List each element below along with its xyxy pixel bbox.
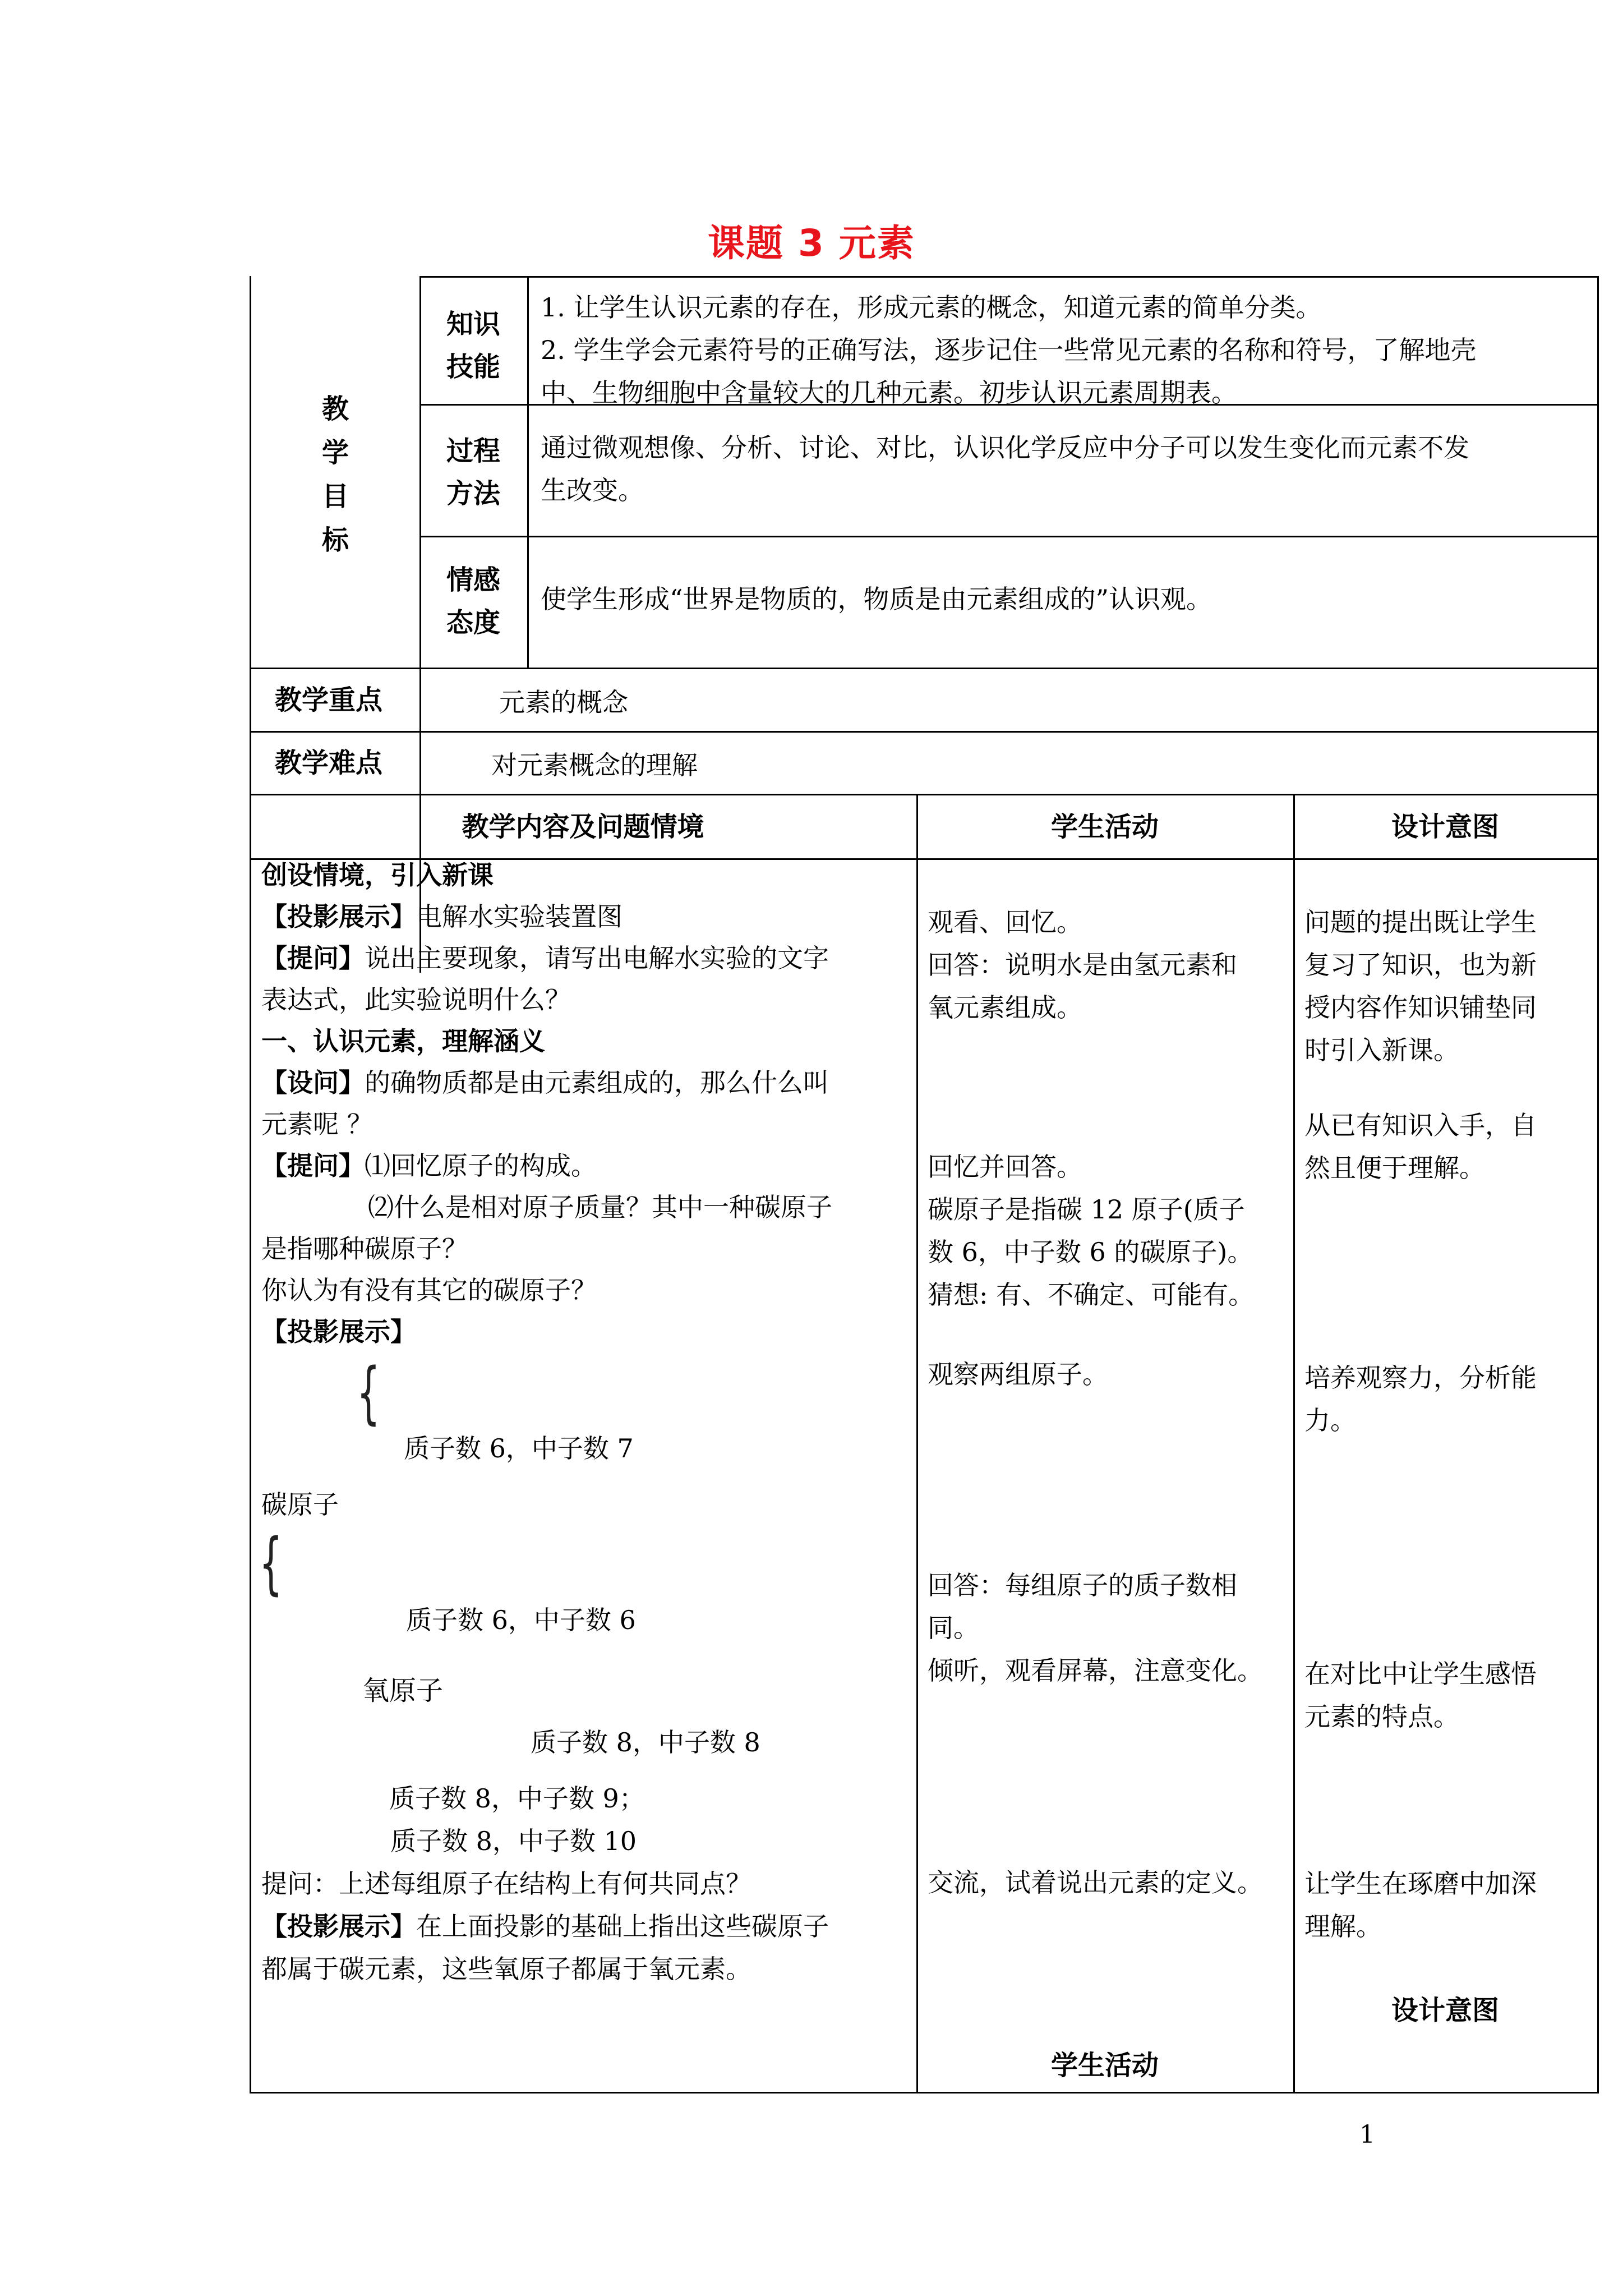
difficulty-value: 对元素概念的理解 [491,750,698,780]
intent-3b: 力。 [1304,1405,1356,1435]
objective-knowledge-line-3: 中、生物细胞中含量较大的几种元素。初步认识元素周期表。 [541,378,1237,408]
objective-process-label-1: 过程 [446,435,501,467]
content-line-question-3: ⑵什么是相对原子质量？其中一种碳原子 [368,1192,832,1222]
intent-5b: 理解。 [1304,1911,1382,1941]
key-point-value: 元素的概念 [499,687,628,717]
objectives-label-char: 目 [321,481,349,512]
text: 在上面投影的基础上指出这些碳原子 [416,1911,829,1941]
activity-5: 观察两组原子。 [928,1359,1108,1389]
intent-footer: 设计意图 [1391,1995,1499,2026]
objective-knowledge-label-2: 技能 [446,351,501,383]
oxygen-isotope-c: 质子数 8，中子数 10 [390,1826,637,1856]
carbon-atom-label: 碳原子 [261,1489,339,1520]
intent-1d: 时引入新课。 [1304,1035,1459,1065]
activity-3: 回忆并回答。 [928,1152,1082,1182]
brace-icon: { [259,1525,283,1603]
objectives-label-char: 学 [321,437,349,468]
content-line-projection-2 [261,1310,416,1353]
section-title-intro: 创设情境，引入新课 [261,860,494,890]
brace-icon: { [357,1354,380,1432]
oxygen-atom-label: 氧原子 [362,1675,444,1706]
intent-1: 问题的提出既让学生 [1304,907,1537,937]
content-line-ask [261,1061,829,1104]
intent-1b: 复习了知识，也为新 [1304,950,1537,980]
header-content: 教学内容及问题情境 [462,811,704,843]
text: 说出主要现象，请写出电解水实验的文字 [365,943,829,973]
activity-7: 倾听，观看屏幕，注意变化。 [928,1655,1263,1686]
intent-2: 从已有知识入手，自 [1304,1110,1537,1140]
tag: 【投影展示】 [261,901,416,932]
text: 电解水实验装置图 [416,901,623,932]
content-line-ask-b: 元素呢 ？ [261,1109,373,1139]
activity-2: 回答：说明水是由氢元素和 [928,950,1237,980]
header-activity: 学生活动 [1050,811,1159,843]
text: ⑴回忆原子的构成。 [365,1151,597,1181]
objectives-label-char: 教 [321,393,349,425]
objective-process-line-2: 生改变。 [541,475,644,505]
carbon-isotope-b: 质子数 6，中子数 6 [406,1605,636,1635]
oxygen-isotope-a: 质子数 8，中子数 8 [531,1727,760,1757]
content-line-projection-1 [261,895,623,938]
objective-attitude-label-1: 情感 [446,564,501,596]
objectives-label-char: 标 [321,524,349,556]
content-line-question-3b: 是指哪种碳原子？ [261,1234,468,1264]
objective-knowledge-line-2: 2. 学生学会元素符号的正确写法，逐步记住一些常见元素的名称和符号，了解地壳 [541,335,1477,365]
activity-6: 回答：每组原子的质子数相 [928,1570,1237,1600]
content-line-question-5: 提问：上述每组原子在结构上有何共同点？ [261,1869,751,1899]
activity-4: 碳原子是指碳 12 原子(质子 [928,1194,1245,1225]
tag: 【设问】 [261,1068,365,1098]
intent-3: 培养观察力，分析能 [1304,1363,1537,1393]
difficulty-label: 教学难点 [275,747,383,779]
tag: 【提问】 [261,943,365,973]
content-line-projection-3 [261,1905,829,1948]
page-title: 课题 3 元素 [708,222,915,265]
tag: 【投影展示】 [261,1911,416,1941]
activity-4c: 猜想: 有、不确定、可能有。 [928,1280,1255,1310]
content-line-projection-3b: 都属于碳元素，这些氧原子都属于氧元素。 [261,1954,751,1984]
content-line-question-1b: 表达式，此实验说明什么？ [261,984,571,1015]
objective-process-line-1: 通过微观想像、分析、讨论、对比，认识化学反应中分子可以发生变化而元素不发 [541,432,1469,463]
carbon-isotope-a: 质子数 6，中子数 7 [404,1433,634,1464]
content-line-question-4: 你认为有没有其它的碳原子？ [261,1275,597,1305]
intent-1c: 授内容作知识铺垫同 [1304,992,1537,1023]
header-intent: 设计意图 [1391,811,1499,843]
intent-4b: 元素的特点。 [1304,1701,1459,1732]
oxygen-isotope-b: 质子数 8，中子数 9； [389,1783,645,1814]
activity-4b: 数 6，中子数 6 的碳原子)。 [928,1237,1253,1267]
content-line-question-1 [261,937,829,979]
key-point-label: 教学重点 [275,684,383,716]
activity-2b: 氧元素组成。 [928,992,1082,1023]
tag: 【提问】 [261,1151,365,1181]
tag: 【投影展示】 [261,1317,416,1347]
objective-process-label-2: 方法 [446,478,501,509]
activity-1: 观看、回忆。 [928,907,1082,937]
section-title-recognize: 一、认识元素，理解涵义 [261,1026,545,1056]
text: 的确物质都是由元素组成的，那么什么叫 [365,1068,829,1098]
content-line-question-2 [261,1144,597,1187]
intent-2b: 然且便于理解。 [1304,1153,1485,1183]
objectives-label [319,387,352,562]
objective-knowledge-line-1: 1. 让学生认识元素的存在，形成元素的概念，知道元素的简单分类。 [541,292,1322,323]
objective-knowledge-label-1: 知识 [446,309,501,340]
objective-attitude-label-2: 态度 [446,607,501,638]
intent-4: 在对比中让学生感悟 [1304,1659,1537,1689]
activity-8: 交流，试着说出元素的定义。 [928,1867,1263,1898]
page-number: 1 [1359,2120,1375,2149]
activity-footer: 学生活动 [1050,2050,1159,2081]
objective-attitude-line-1: 使学生形成“世界是物质的，物质是由元素组成的”认识观。 [541,584,1212,614]
activity-6b: 同。 [928,1613,979,1643]
intent-5: 让学生在琢磨中加深 [1304,1869,1537,1899]
